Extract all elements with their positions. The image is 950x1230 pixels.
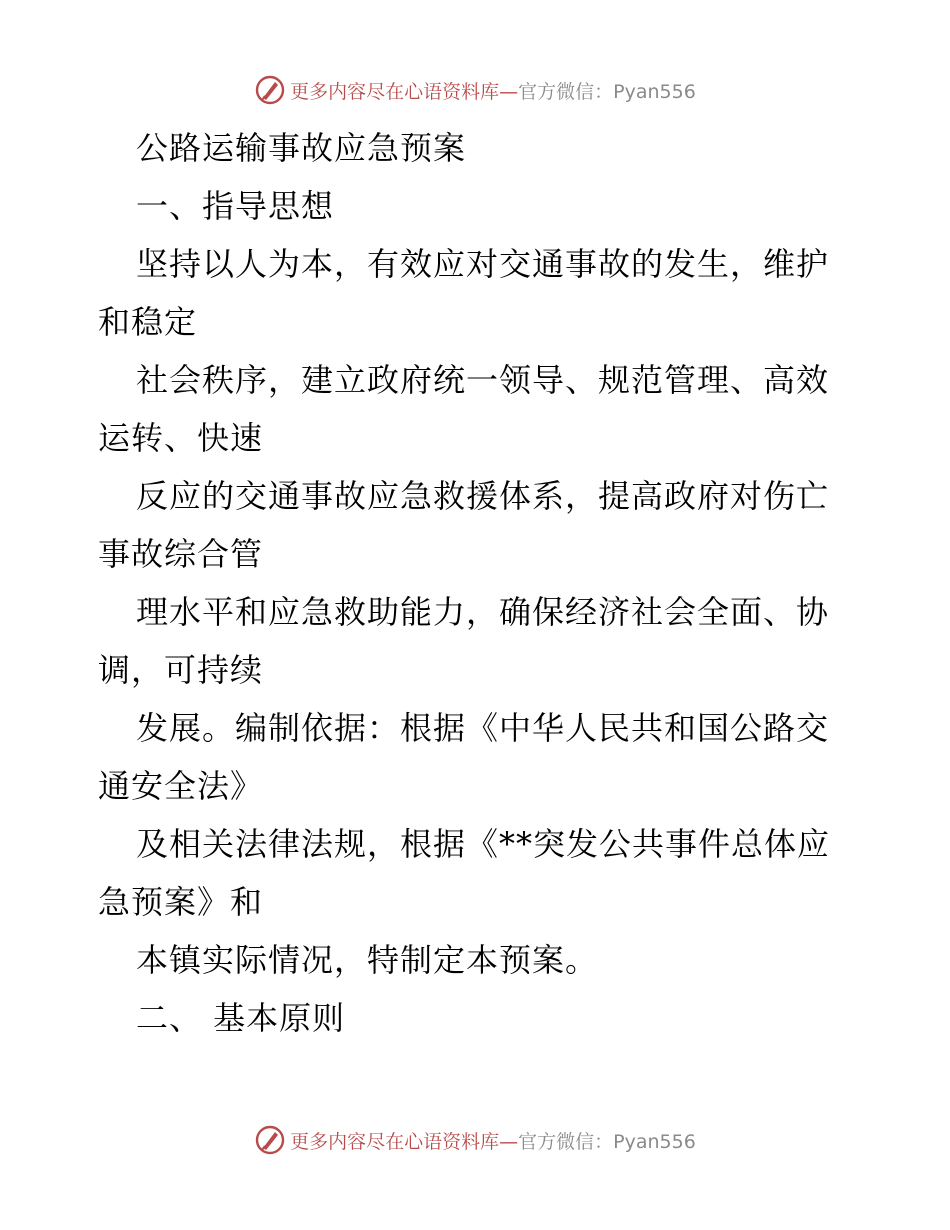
paragraph-line: 调，可持续 (98, 651, 264, 689)
document-body (98, 119, 858, 1047)
paragraph-line: 急预案》和 (98, 883, 264, 921)
paragraph-line: 坚持以人为本，有效应对交通事故的发生，维护 (136, 245, 830, 283)
header-banner (0, 70, 950, 110)
paragraph-line: 发展。编制依据：根据《中华人民共和国公路交 (136, 709, 830, 747)
section-heading-2: 二、 基本原则 (136, 999, 346, 1037)
paragraph-line: 通安全法》 (98, 767, 264, 805)
paragraph-line: 及相关法律法规，根据《**突发公共事件总体应 (136, 825, 831, 863)
paragraph-line: 理水平和应急救助能力，确保经济社会全面、协 (136, 593, 830, 631)
paragraph-line: 运转、快速 (98, 419, 264, 457)
document-title: 公路运输事故应急预案 (136, 129, 467, 167)
section-heading-1: 一、指导思想 (136, 187, 335, 225)
paragraph-line: 本镇实际情况，特制定本预案。 (136, 941, 599, 979)
quill-logo-icon (254, 1124, 286, 1156)
paragraph-line: 事故综合管 (98, 535, 264, 573)
footer-banner (0, 1120, 950, 1160)
banner-text: 更多内容尽在心语资料库—官方微信：Pyan556 (290, 1130, 696, 1153)
paragraph-line: 社会秩序，建立政府统一领导、规范管理、高效 (136, 361, 830, 399)
quill-logo-icon (254, 74, 286, 106)
paragraph-line: 反应的交通事故应急救援体系，提高政府对伤亡 (136, 477, 830, 515)
banner-text: 更多内容尽在心语资料库—官方微信：Pyan556 (290, 80, 696, 103)
paragraph-line: 和稳定 (98, 303, 198, 341)
